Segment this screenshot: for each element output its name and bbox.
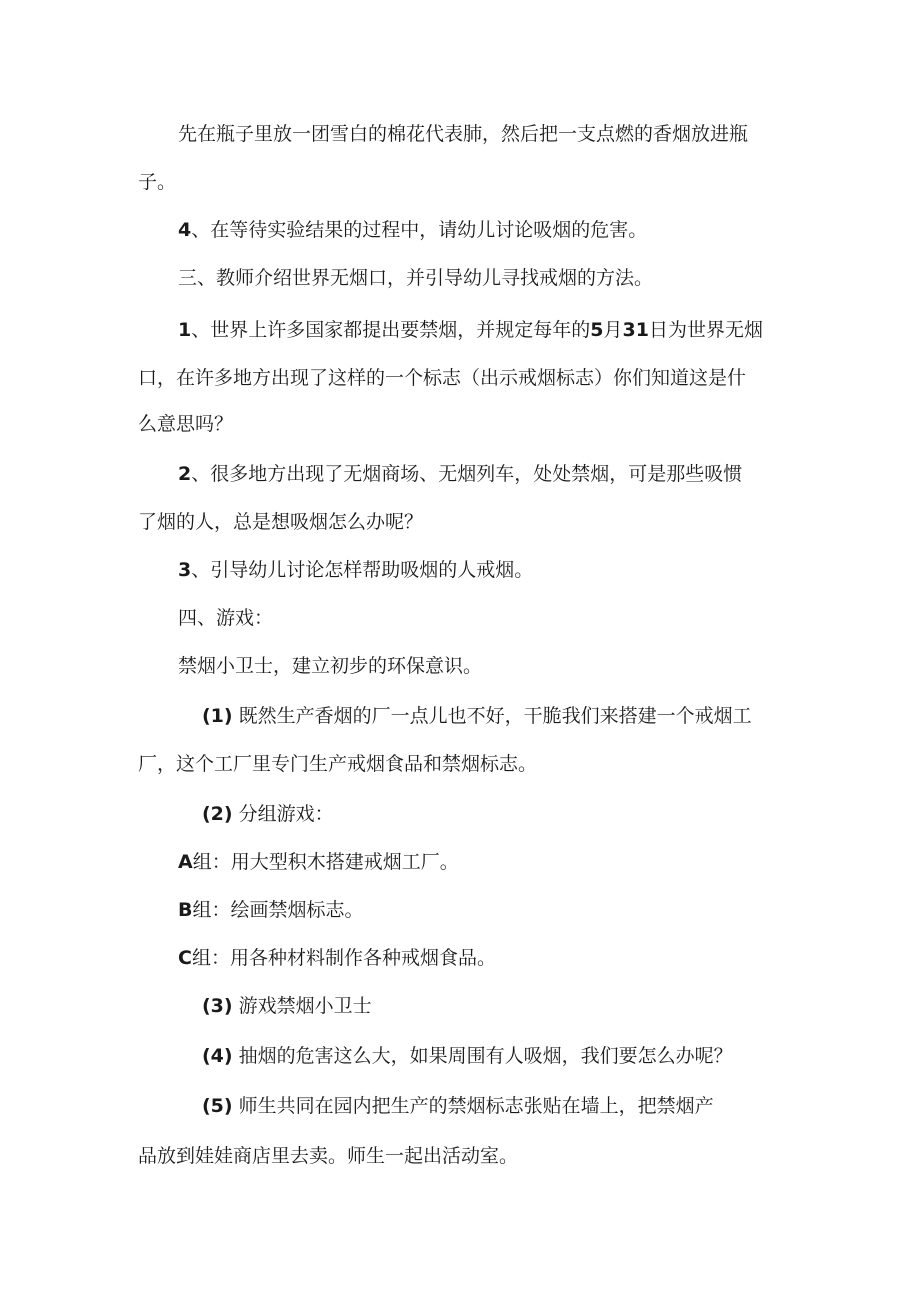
step-text: 、世界上许多国家都提出要禁烟，并规定每年的	[191, 319, 591, 341]
item-text: 既然生产香烟的厂一点儿也不好，干脆我们来搭建一个戒烟工	[238, 705, 752, 727]
paragraph-line: 了烟的人，总是想吸烟怎么办呢？	[138, 511, 424, 533]
item-number: (3)	[202, 995, 233, 1017]
section-heading: 三、教师介绍世界无烟口，并引导幼儿寻找戒烟的方法。	[178, 267, 654, 289]
step-number: 1	[178, 319, 192, 341]
item-5	[202, 1094, 714, 1118]
paragraph-line: 么意思吗？	[138, 413, 234, 435]
step-3	[178, 558, 533, 582]
item-number: (5)	[202, 1095, 233, 1117]
item-1	[202, 704, 752, 728]
item-4	[202, 1044, 733, 1068]
paragraph-line: 品放到娃娃商店里去卖。师生一起出活动室。	[138, 1145, 519, 1167]
paragraph-line: 口，在许多地方出现了这样的一个标志（出示戒烟标志）你们知道这是什	[138, 367, 747, 389]
group-label: C	[178, 947, 192, 969]
game-intro: 禁烟小卫士，建立初步的环保意识。	[178, 655, 483, 677]
step-1	[178, 318, 763, 342]
item-2	[202, 802, 334, 826]
item-number: (2)	[202, 803, 233, 825]
paragraph-line: 先在瓶子里放一团雪白的棉花代表肺，然后把一支点燃的香烟放进瓶	[178, 123, 749, 145]
group-a	[178, 850, 459, 874]
item-text: 抽烟的危害这么大，如果周围有人吸烟，我们要怎么办呢？	[238, 1045, 733, 1067]
date-month: 5	[590, 319, 604, 341]
step-4	[178, 218, 647, 242]
step-text: 、在等待实验结果的过程中，请幼儿讨论吸烟的危害。	[191, 219, 648, 241]
item-3	[202, 994, 372, 1018]
group-text: 组：用各种材料制作各种戒烟食品。	[191, 947, 496, 969]
group-b	[178, 898, 364, 922]
paragraph-line: 厂，这个工厂里专门生产戒烟食品和禁烟标志。	[138, 753, 538, 775]
item-text: 游戏禁烟小卫士	[238, 995, 372, 1017]
group-text: 组：用大型积木搭建戒烟工厂。	[192, 851, 459, 873]
item-text: 师生共同在园内把生产的禁烟标志张贴在墙上，把禁烟产	[238, 1095, 714, 1117]
step-number: 4	[178, 219, 192, 241]
item-number: (1)	[202, 705, 233, 727]
step-text: 日为世界无烟	[648, 319, 763, 341]
group-label: A	[178, 851, 193, 873]
date-day: 31	[622, 319, 649, 341]
step-text: 、引导幼儿讨论怎样帮助吸烟的人戒烟。	[191, 559, 534, 581]
step-number: 2	[178, 463, 192, 485]
group-c	[178, 946, 496, 970]
step-text: 、很多地方出现了无烟商场、无烟列车，处处禁烟，可是那些吸惯	[191, 463, 743, 485]
step-text: 月	[603, 319, 623, 341]
item-number: (4)	[202, 1045, 233, 1067]
group-label: B	[178, 899, 193, 921]
section-heading: 四、游戏：	[178, 607, 274, 629]
group-text: 组：绘画禁烟标志。	[192, 899, 364, 921]
step-2	[178, 462, 742, 486]
paragraph-line: 子。	[138, 171, 177, 193]
step-number: 3	[178, 559, 192, 581]
item-text: 分组游戏：	[238, 803, 334, 825]
